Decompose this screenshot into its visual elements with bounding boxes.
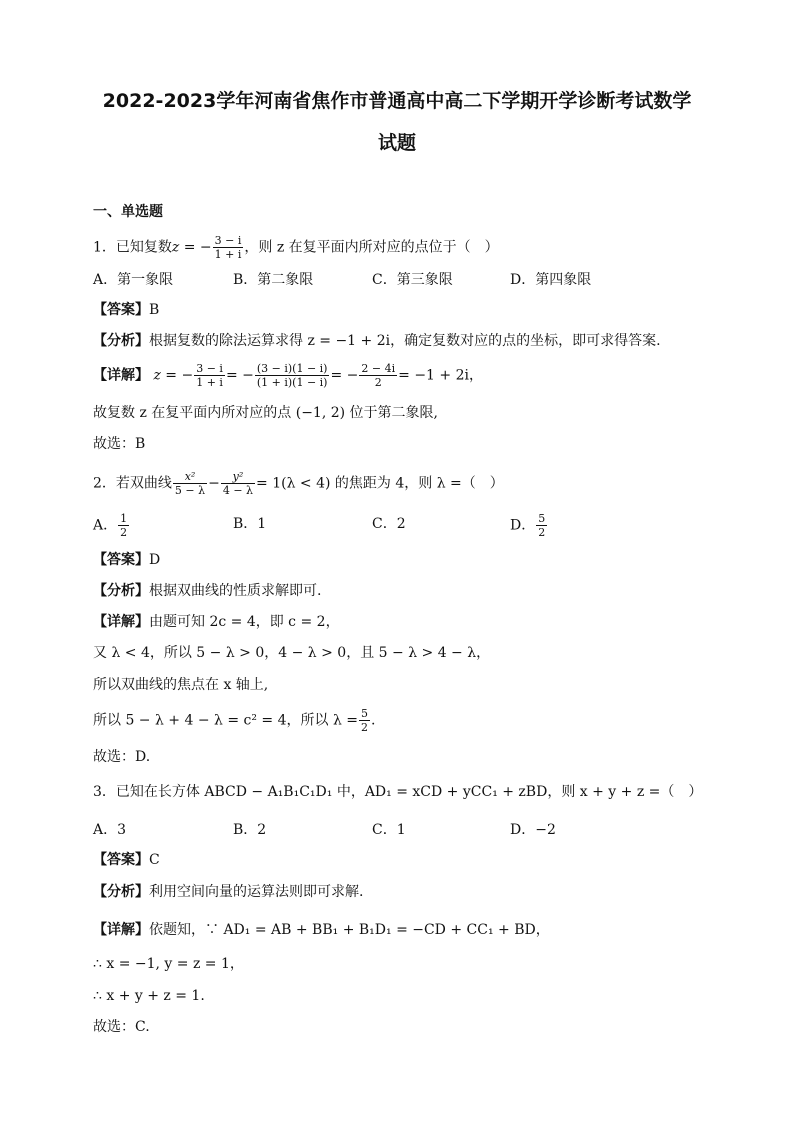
q2-detail-line4-pre: 所以 5 − λ + 4 − λ = c² = 4，所以 λ = [93, 712, 359, 729]
q3-option-a: A．3 [93, 822, 127, 838]
q2-option-b: B．1 [233, 516, 267, 532]
q2-analysis [93, 581, 321, 601]
q3-analysis-tag: 【分析】 [93, 884, 149, 900]
q1-detail-frac2 [255, 362, 330, 389]
q2-stem-pre: 2．若双曲线 [93, 475, 172, 492]
q1-detail-z: z = − [153, 367, 194, 384]
q2-option-d-num: 5 [538, 512, 546, 525]
q2-choose: 故选：D. [93, 749, 151, 765]
q2-frac1-den: 5 − λ [174, 484, 206, 497]
q3-detail-tag: 【详解】 [93, 922, 149, 938]
q2-option-c: C．2 [372, 516, 406, 532]
q2-detail [93, 612, 340, 632]
q3-analysis-text: 利用空间向量的运算法则即可求解. [149, 884, 364, 900]
q2-option-a [93, 512, 130, 539]
q2-option-a-label: A． [93, 517, 118, 534]
q1-detail-frac2-num: (3 − i)(1 − i) [256, 362, 328, 375]
q2-option-d [510, 512, 548, 539]
q3-answer [93, 850, 160, 870]
q1-detail-frac1 [194, 362, 225, 389]
q1-stem-pre: 1．已知复数 [93, 239, 172, 256]
q1-answer-tag: 【答案】 [93, 302, 149, 318]
q1-stem [93, 234, 499, 261]
q2-frac2-num: y² [221, 470, 255, 484]
q3-detail [93, 920, 550, 940]
q3-option-d: D．−2 [510, 822, 556, 838]
q2-frac2-den: 4 − λ [222, 484, 254, 497]
q2-detail-tag: 【详解】 [93, 614, 149, 630]
q2-option-d-den: 2 [538, 526, 546, 539]
q2-minus: − [208, 475, 220, 492]
q2-detail-line4-num: 5 [361, 707, 369, 720]
doc-title-line2: 试题 [377, 132, 416, 154]
q2-frac2 [221, 470, 255, 497]
q3-option-c: C．1 [372, 822, 406, 838]
q3-analysis [93, 882, 363, 902]
q2-detail-line4-den: 2 [361, 721, 369, 734]
q2-frac1-num: x² [173, 470, 207, 484]
q1-detail-eq2: = − [330, 367, 359, 384]
q2-answer [93, 550, 160, 570]
q1-detail [93, 362, 483, 389]
q1-frac-den: 1 + i [214, 248, 242, 261]
q2-option-a-den: 2 [120, 526, 128, 539]
section-heading: 一、单选题 [93, 204, 163, 220]
q1-detail-frac3-den: 2 [374, 376, 382, 389]
q1-option-b: B．第二象限 [233, 272, 314, 288]
q1-analysis [93, 331, 661, 351]
q2-option-a-frac [118, 512, 129, 539]
q3-detail-line2: ∴ x = −1, y = z = 1， [93, 956, 244, 972]
q1-analysis-text: 根据复数的除法运算求得 z = −1 + 2i，确定复数对应的点的坐标，即可求得答案. [149, 333, 661, 349]
q2-analysis-tag: 【分析】 [93, 583, 149, 599]
q2-detail-text: 由题可知 2c = 4，即 c = 2， [149, 614, 340, 630]
q2-detail-line4 [93, 707, 375, 734]
q2-option-d-frac [536, 512, 547, 539]
q1-analysis-tag: 【分析】 [93, 333, 149, 349]
q2-answer-value: D [149, 552, 161, 568]
q1-detail-eq1: = − [225, 367, 254, 384]
q2-detail-line2: 又 λ < 4，所以 5 − λ > 0，4 − λ > 0，且 5 − λ > 4 − λ， [93, 645, 491, 661]
q3-choose: 故选：C. [93, 1019, 150, 1035]
q1-detail-frac3 [359, 362, 397, 389]
q1-answer-value: B [149, 302, 160, 318]
q2-detail-line4-frac [359, 707, 370, 734]
q1-choose: 故选：B [93, 436, 146, 452]
q1-option-c: C．第三象限 [372, 272, 453, 288]
q3-answer-tag: 【答案】 [93, 852, 149, 868]
doc-title-line1: 2022-2023学年河南省焦作市普通高中高二下学期开学诊断考试数学 [102, 90, 692, 112]
q1-stem-post: ，则 z 在复平面内所对应的点位于（ ） [244, 239, 499, 256]
q1-fraction [213, 234, 244, 261]
q3-option-b: B．2 [233, 822, 267, 838]
q1-answer [93, 300, 159, 320]
q2-stem-post: = 1(λ < 4) 的焦距为 4，则 λ =（ ） [256, 475, 504, 492]
q1-option-a: A．第一象限 [93, 272, 174, 288]
q3-detail-line3: ∴ x + y + z = 1. [93, 988, 205, 1004]
q2-option-a-num: 1 [120, 512, 128, 525]
q1-detail-frac2-den: (1 + i)(1 − i) [256, 376, 328, 389]
q1-detail-frac1-num: 3 − i [196, 362, 223, 375]
q1-detail-line2: 故复数 z 在复平面内所对应的点 (−1, 2) 位于第二象限, [93, 405, 438, 421]
q2-detail-line4-post: . [371, 712, 376, 729]
q1-detail-tail: = −1 + 2i， [398, 367, 483, 384]
q1-option-d: D．第四象限 [510, 272, 592, 288]
q2-answer-tag: 【答案】 [93, 552, 149, 568]
q3-detail-text: 依题知，∵ AD₁ = AB + BB₁ + B₁D₁ = −CD + CC₁ + BD， [149, 922, 550, 938]
q2-analysis-text: 根据双曲线的性质求解即可. [149, 583, 322, 599]
q2-frac1 [173, 470, 207, 497]
q1-detail-frac3-num: 2 − 4i [361, 362, 396, 375]
q2-detail-line3: 所以双曲线的焦点在 x 轴上, [93, 677, 269, 693]
q3-stem: 3．已知在长方体 ABCD − A₁B₁C₁D₁ 中，AD₁ = xCD + yCC₁ + zBD，则 x + y + z =（ ） [93, 784, 703, 800]
q2-option-d-label: D． [510, 517, 536, 534]
q1-frac-num: 3 − i [214, 234, 242, 247]
q1-detail-tag: 【详解】 [93, 367, 149, 384]
q2-stem [93, 470, 504, 497]
q1-detail-frac1-den: 1 + i [196, 376, 223, 389]
q1-stem-z: z = − [171, 239, 212, 256]
q3-answer-value: C [149, 852, 160, 868]
